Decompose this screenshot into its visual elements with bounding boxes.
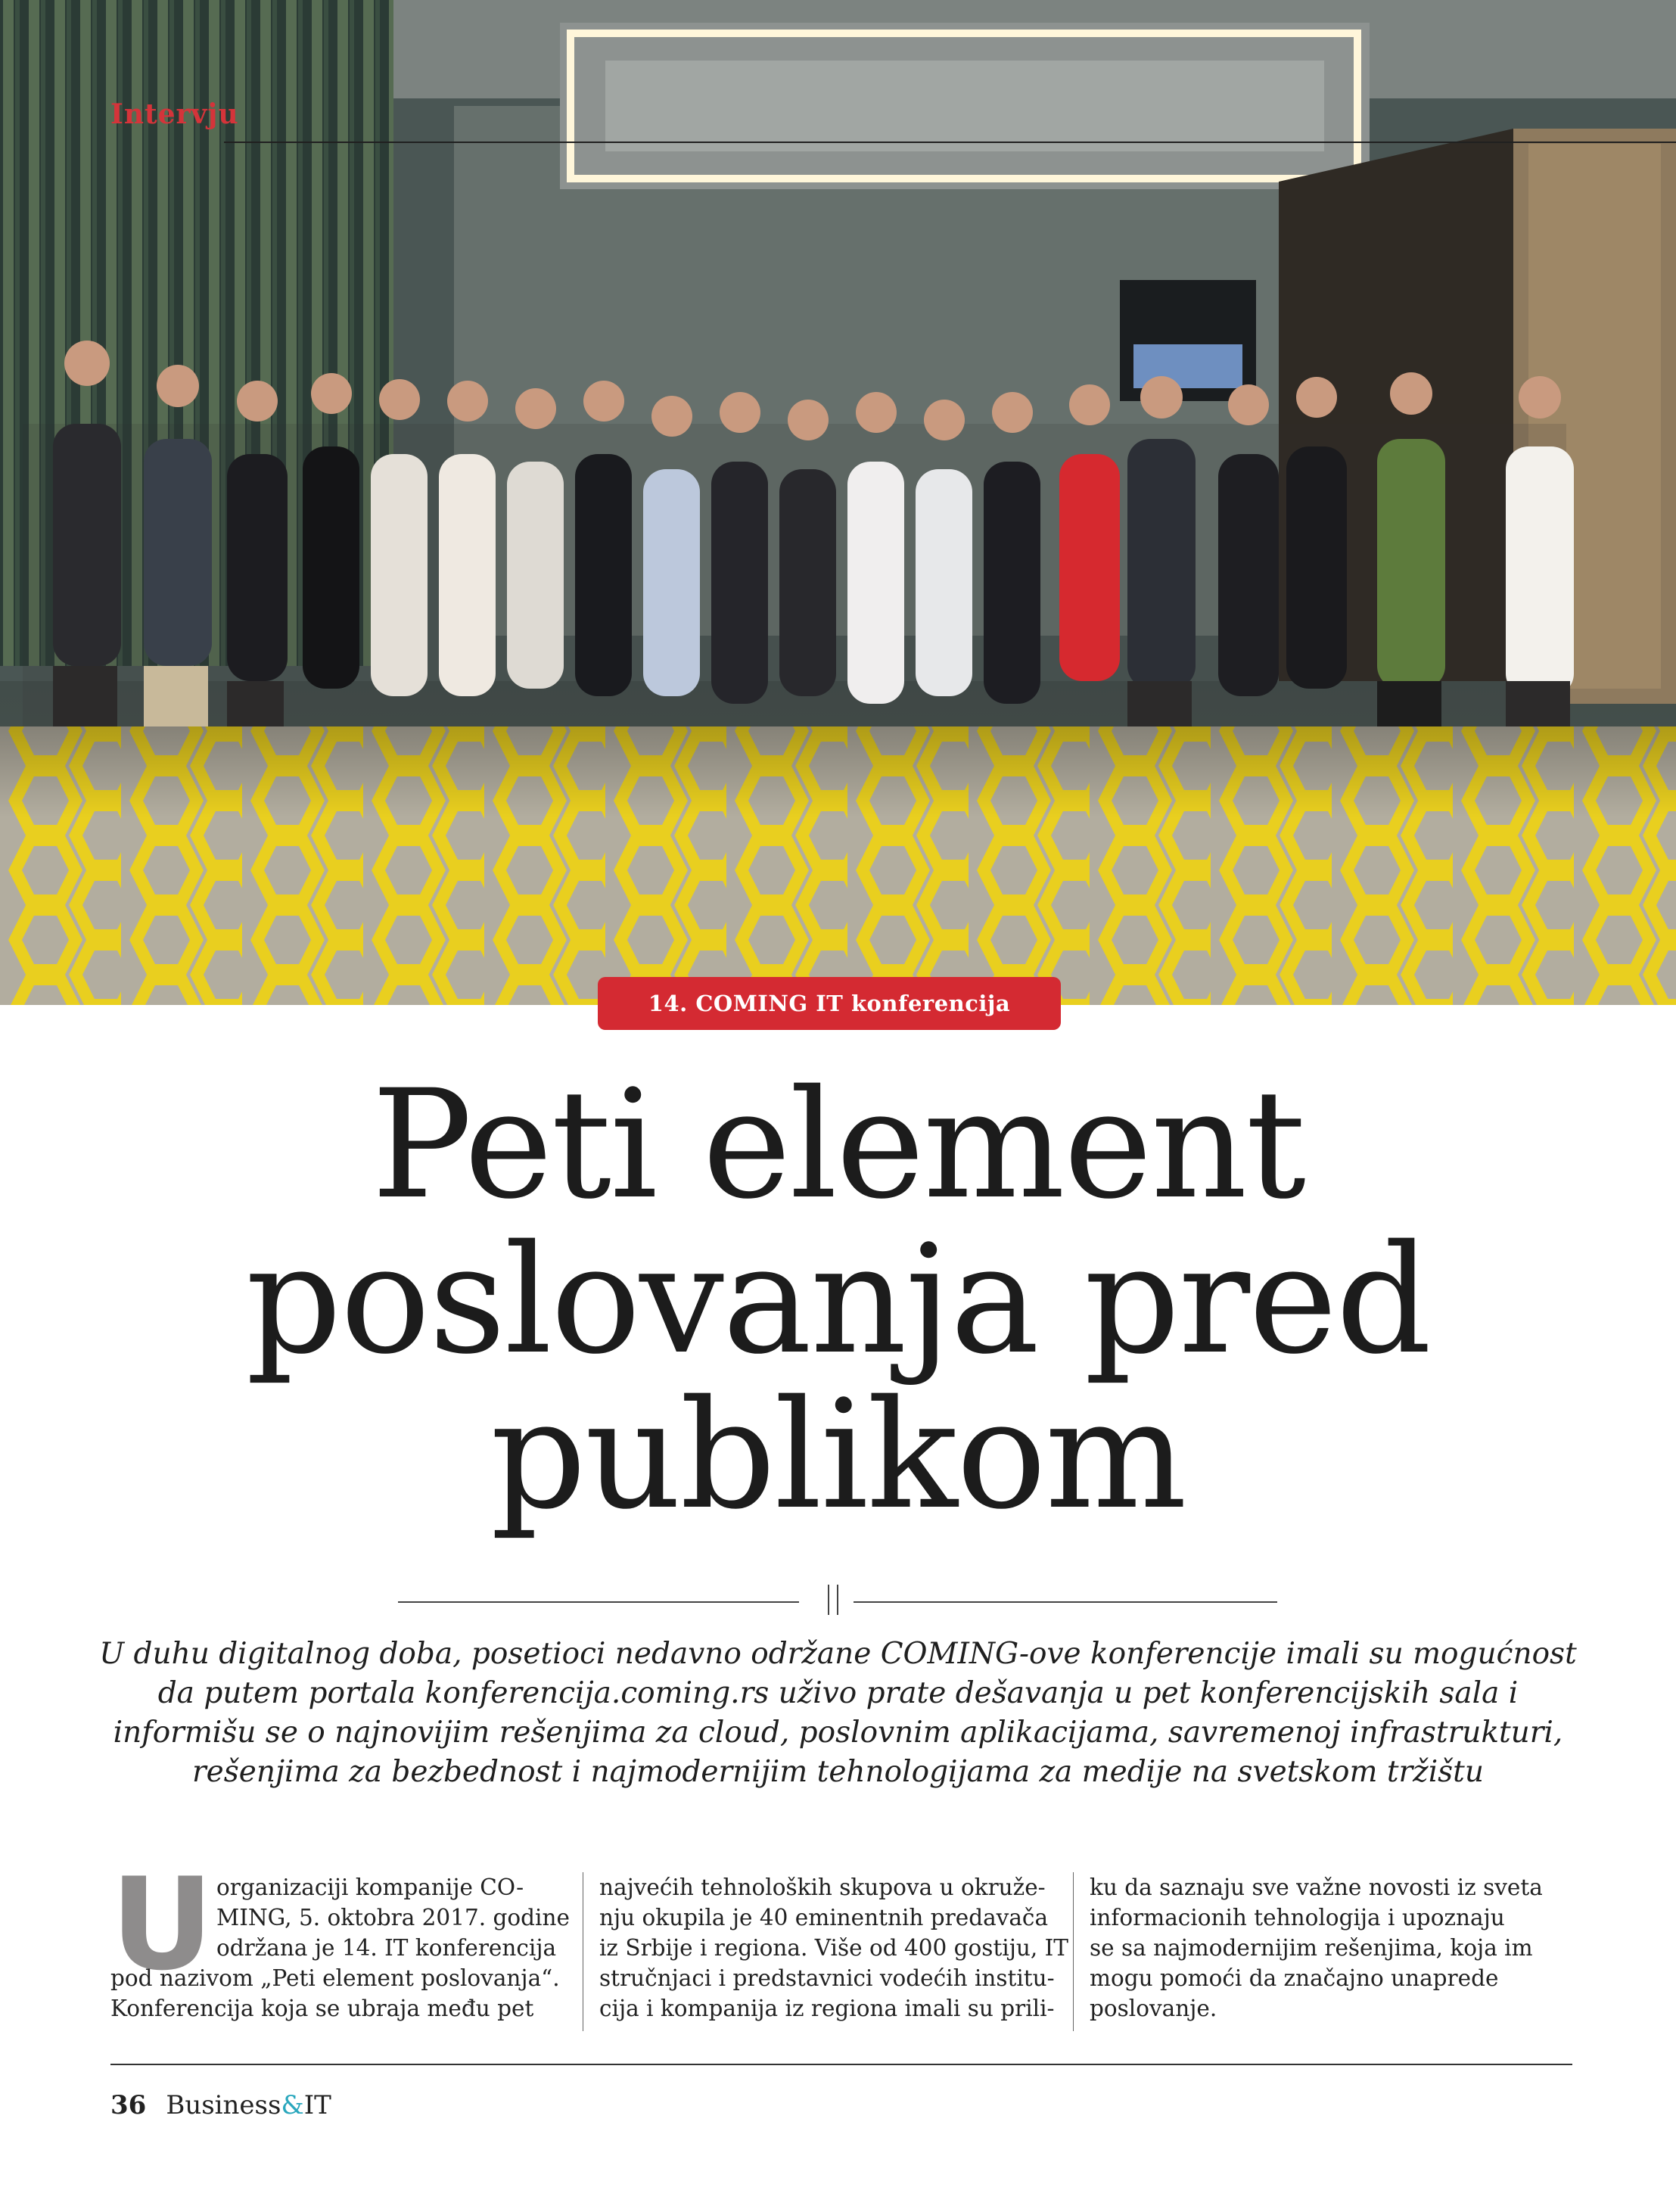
page-footer — [110, 2090, 331, 2120]
section-rule — [224, 142, 1676, 143]
body-line: održana je 14. IT konferencija — [216, 1935, 557, 1961]
body-line: informacionih tehnologija i upoznaju — [1090, 1905, 1505, 1930]
body-line: najvećih tehnoloških skupova u okruže- — [599, 1874, 1046, 1900]
body-line: pod nazivom „Peti element poslovanja“. — [110, 1965, 560, 1991]
lead-line: da putem portala konferencija.coming.rs uživo prate dešavanja u pet konferencijskih sala i — [157, 1676, 1519, 1710]
body-line: nju okupila je 40 eminentnih predavača — [599, 1905, 1049, 1930]
body-line: mogu pomoći da značajno unaprede — [1090, 1965, 1499, 1991]
body-line: se sa najmodernijim rešenjima, koja im — [1090, 1935, 1533, 1961]
headline-line-1: Peti element — [371, 1057, 1305, 1232]
magazine-name — [166, 2090, 331, 2120]
body-column-2 — [599, 1872, 1068, 2024]
footer-rule — [110, 2064, 1572, 2065]
headline-line-3: publikom — [490, 1367, 1186, 1542]
body-line: ku da saznaju sve važne novosti iz sveta — [1090, 1874, 1543, 1900]
drop-cap: U — [110, 1850, 214, 1999]
lead-line: rešenjima za bezbednost i najmodernijim tehnologijama za medije na svetskom tržištu — [192, 1755, 1484, 1789]
body-line: Konferencija koja se ubraja među pet — [110, 1996, 534, 2021]
brand-part-1: Business — [166, 2090, 281, 2120]
column-separator — [1073, 1872, 1074, 2031]
body-line: cija i kompanija iz regiona imali su prili- — [599, 1996, 1055, 2021]
page-number: 36 — [110, 2090, 147, 2120]
brand-part-2: IT — [303, 2090, 331, 2120]
article-headline — [0, 1057, 1676, 1542]
event-label: 14. COMING IT konferencija — [598, 977, 1061, 1030]
divider-right — [854, 1601, 1277, 1603]
body-line: MING, 5. oktobra 2017. godine — [216, 1905, 570, 1930]
lead-line: informišu se o najnovijim rešenjima za cloud, poslovnim aplikacijama, savremenoj infrastrukturi, — [113, 1716, 1563, 1750]
brand-ampersand: & — [281, 2090, 304, 2120]
divider-ornament — [817, 1585, 850, 1615]
body-line: organizaciji kompanije CO- — [216, 1874, 524, 1900]
body-line: iz Srbije i regiona. Više od 400 gostiju, IT — [599, 1935, 1068, 1961]
section-label: Intervju — [110, 98, 239, 130]
body-line: stručnjaci i predstavnici vodećih institu- — [599, 1965, 1055, 1991]
divider-left — [398, 1601, 799, 1603]
body-column-1 — [110, 1872, 570, 2024]
article-lead — [98, 1635, 1578, 1792]
body-line: poslovanje. — [1090, 1996, 1217, 2021]
group-photo — [0, 0, 1676, 1005]
headline-line-2: poslovanja pred — [245, 1212, 1431, 1387]
lead-line: U duhu digitalnog doba, posetioci nedavno održane COMING-ove konferencije imali su mogućnost — [99, 1637, 1577, 1671]
body-column-3 — [1090, 1872, 1574, 2024]
group-photo-illustration — [0, 0, 1676, 1005]
